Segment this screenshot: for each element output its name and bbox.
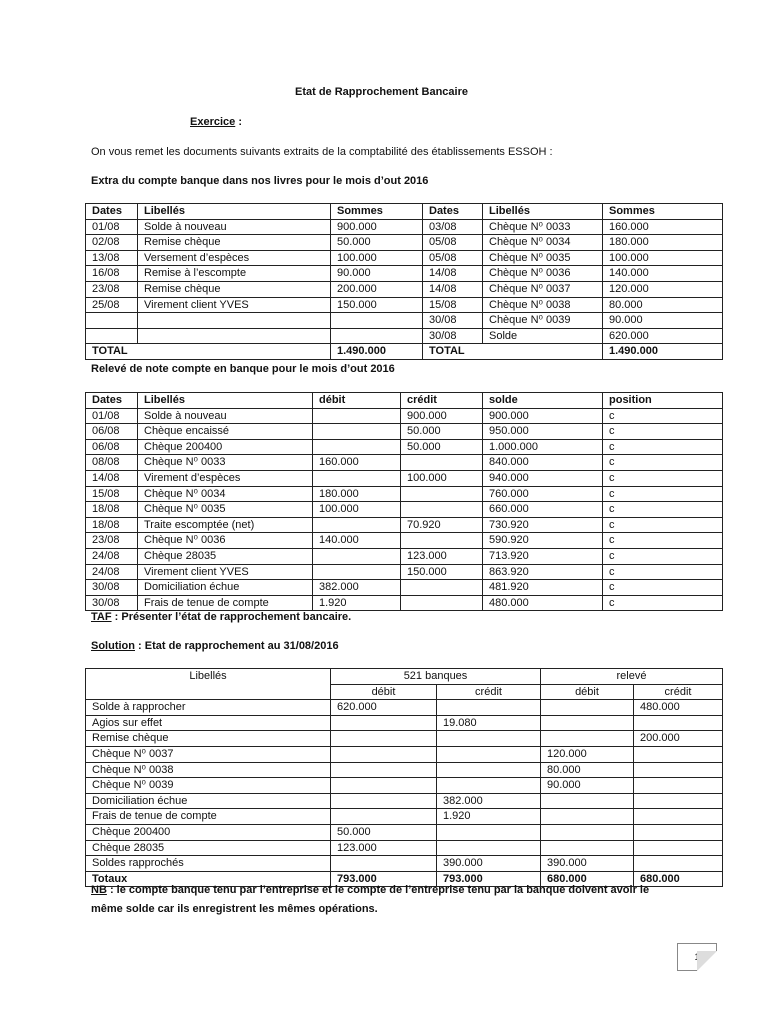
header-cell: Sommes	[603, 204, 723, 220]
table-row	[86, 564, 723, 580]
table-cell: 23/08	[86, 533, 138, 549]
table-cell	[541, 840, 634, 856]
table-row	[86, 266, 723, 282]
nb-text-1: : le compte banque tenu par l’entreprise et le compte de l’entreprise tenu par la banque doivent avoir le	[106, 884, 650, 896]
table-cell	[138, 328, 331, 344]
nb-line-2: même solde car ils enregistrent les mêmes opérations.	[91, 903, 378, 915]
reconciliation-header-row	[86, 669, 723, 685]
totals-cell: 680.000	[634, 871, 723, 887]
table-cell: Chèque N⁰ 0033	[483, 219, 603, 235]
table-cell	[437, 746, 541, 762]
table-cell: 01/08	[86, 219, 138, 235]
table-cell: 1.000.000	[483, 439, 603, 455]
total-label: TOTAL	[86, 344, 331, 360]
table-cell	[541, 700, 634, 716]
subheader-cell: débit	[541, 684, 634, 700]
table-cell	[541, 824, 634, 840]
table-cell	[437, 824, 541, 840]
table-cell	[331, 809, 437, 825]
table-cell: Chèque N⁰ 0035	[138, 502, 313, 518]
header-cell: position	[603, 393, 723, 409]
exercice-colon: :	[235, 116, 242, 128]
table-cell	[541, 793, 634, 809]
header-row	[86, 393, 723, 409]
table-cell: 900.000	[401, 408, 483, 424]
table-cell: Chèque encaissé	[138, 424, 313, 440]
table-row	[86, 580, 723, 596]
table-cell: c	[603, 564, 723, 580]
table-cell	[331, 313, 423, 329]
table-cell: 18/08	[86, 517, 138, 533]
table-cell: c	[603, 470, 723, 486]
table-cell	[437, 731, 541, 747]
table-cell	[313, 439, 401, 455]
table-cell: Chèque N⁰ 0037	[483, 281, 603, 297]
table-cell: 620.000	[331, 700, 437, 716]
reconciliation-table	[85, 668, 723, 887]
header-cell: Libellés	[138, 393, 313, 409]
table-cell	[437, 700, 541, 716]
table-cell: c	[603, 517, 723, 533]
table-cell: 200.000	[331, 281, 423, 297]
table-cell: Domiciliation échue	[86, 793, 331, 809]
table-cell: 180.000	[603, 235, 723, 251]
table-cell: 08/08	[86, 455, 138, 471]
table-cell	[401, 455, 483, 471]
table-cell: Virement client YVES	[138, 297, 331, 313]
table-cell: Remise chèque	[86, 731, 331, 747]
table-cell: 590.920	[483, 533, 603, 549]
table-cell	[634, 778, 723, 794]
table-cell: 160.000	[313, 455, 401, 471]
table-cell: 18/08	[86, 502, 138, 518]
page-curl-icon	[697, 951, 717, 971]
table-cell: Frais de tenue de compte	[86, 809, 331, 825]
table-cell: 713.920	[483, 548, 603, 564]
table-cell: 70.920	[401, 517, 483, 533]
table-cell: 390.000	[437, 856, 541, 872]
table-cell: 50.000	[331, 824, 437, 840]
table-cell: 03/08	[423, 219, 483, 235]
table-row	[86, 809, 723, 825]
table-cell: Solde	[483, 328, 603, 344]
table-cell	[331, 328, 423, 344]
table-cell: 100.000	[313, 502, 401, 518]
table-cell	[138, 313, 331, 329]
table-cell: 140.000	[313, 533, 401, 549]
header-cell: Sommes	[331, 204, 423, 220]
table-cell: 90.000	[603, 313, 723, 329]
table-cell: 50.000	[331, 235, 423, 251]
header-cell: Libellés	[483, 204, 603, 220]
table-cell: 120.000	[603, 281, 723, 297]
table-cell: 1.920	[313, 595, 401, 611]
header-cell: Dates	[86, 393, 138, 409]
table-cell: Chèque N⁰ 0034	[483, 235, 603, 251]
table-cell: 100.000	[401, 470, 483, 486]
table-cell: Remise chèque	[138, 235, 331, 251]
table-cell: Solde à nouveau	[138, 408, 313, 424]
table-row	[86, 517, 723, 533]
table-row	[86, 778, 723, 794]
table-cell: Chèque N⁰ 0033	[138, 455, 313, 471]
table-row	[86, 328, 723, 344]
table-cell	[634, 856, 723, 872]
table-row	[86, 762, 723, 778]
table-cell: 80.000	[603, 297, 723, 313]
table-cell	[313, 424, 401, 440]
table-cell: 100.000	[603, 250, 723, 266]
taf-line	[91, 611, 351, 623]
table-cell: 01/08	[86, 408, 138, 424]
table-row	[86, 731, 723, 747]
table-cell: 15/08	[86, 486, 138, 502]
table-cell: 160.000	[603, 219, 723, 235]
table-row	[86, 250, 723, 266]
table-cell: c	[603, 548, 723, 564]
table-row	[86, 470, 723, 486]
table-cell	[401, 580, 483, 596]
table-cell: Solde à nouveau	[138, 219, 331, 235]
table-cell: 30/08	[86, 580, 138, 596]
subheader-cell: crédit	[634, 684, 723, 700]
table-cell	[313, 408, 401, 424]
table-cell: 180.000	[313, 486, 401, 502]
table-cell	[86, 328, 138, 344]
table-cell: Remise chèque	[138, 281, 331, 297]
total-value: 1.490.000	[603, 344, 723, 360]
exercice-label: Exercice	[190, 116, 236, 128]
table-cell: 100.000	[331, 250, 423, 266]
table-cell: 90.000	[331, 266, 423, 282]
totals-cell: 680.000	[541, 871, 634, 887]
table-row	[86, 219, 723, 235]
table-cell: 14/08	[423, 281, 483, 297]
header-cell: Dates	[423, 204, 483, 220]
table-cell: 150.000	[401, 564, 483, 580]
table-cell: 120.000	[541, 746, 634, 762]
nb-label: NB	[91, 884, 107, 896]
table-row	[86, 486, 723, 502]
table-cell: 390.000	[541, 856, 634, 872]
header-libelles: Libellés	[86, 669, 331, 700]
table-row	[86, 281, 723, 297]
table-cell: 950.000	[483, 424, 603, 440]
table-cell: 05/08	[423, 235, 483, 251]
table-cell	[331, 762, 437, 778]
header-cell: Libellés	[138, 204, 331, 220]
table-cell: c	[603, 595, 723, 611]
table-cell: 940.000	[483, 470, 603, 486]
table-row	[86, 700, 723, 716]
table-row	[86, 533, 723, 549]
table-cell	[331, 731, 437, 747]
table-cell: 481.920	[483, 580, 603, 596]
table-cell: 24/08	[86, 548, 138, 564]
table-cell: Agios sur effet	[86, 715, 331, 731]
table-cell: c	[603, 455, 723, 471]
table-cell: 840.000	[483, 455, 603, 471]
table-cell: Domiciliation échue	[138, 580, 313, 596]
table-cell	[541, 731, 634, 747]
table-cell: c	[603, 580, 723, 596]
header-releve: relevé	[541, 669, 723, 685]
solution-label: Solution	[91, 640, 135, 652]
table-cell	[401, 486, 483, 502]
table-cell: 06/08	[86, 424, 138, 440]
bank-statement-table	[85, 392, 723, 611]
table-cell: 480.000	[483, 595, 603, 611]
table-cell	[331, 793, 437, 809]
table-row	[86, 297, 723, 313]
table-cell: 50.000	[401, 439, 483, 455]
table-cell	[401, 502, 483, 518]
table-cell	[634, 793, 723, 809]
table-cell: Chèque N⁰ 0035	[483, 250, 603, 266]
table-cell: Chèque N⁰ 0036	[138, 533, 313, 549]
table-cell: 90.000	[541, 778, 634, 794]
table-cell: Soldes rapprochés	[86, 856, 331, 872]
page-number: 1	[694, 952, 700, 962]
table-cell	[541, 809, 634, 825]
table-cell: 150.000	[331, 297, 423, 313]
header-cell: solde	[483, 393, 603, 409]
table-cell: Chèque N⁰ 0038	[86, 762, 331, 778]
table-cell: 30/08	[86, 595, 138, 611]
table-cell	[313, 564, 401, 580]
table-cell: 80.000	[541, 762, 634, 778]
table-cell: 140.000	[603, 266, 723, 282]
total-row	[86, 344, 723, 360]
table-cell: Chèque 200400	[86, 824, 331, 840]
section1-title: Extra du compte banque dans nos livres pour le mois d’out 2016	[91, 175, 429, 187]
page-number-box	[677, 943, 717, 971]
table-cell: Virement client YVES	[138, 564, 313, 580]
table-cell	[86, 313, 138, 329]
table-cell: 900.000	[483, 408, 603, 424]
table-row	[86, 313, 723, 329]
total-label: TOTAL	[423, 344, 603, 360]
intro-text: On vous remet les documents suivants extraits de la comptabilité des établissements ESSOH :	[91, 146, 553, 158]
table-row	[86, 793, 723, 809]
section2-title: Relevé de note compte en banque pour le mois d’out 2016	[91, 363, 395, 375]
table-cell: Traite escomptée (net)	[138, 517, 313, 533]
table-cell	[331, 746, 437, 762]
table-row	[86, 455, 723, 471]
table-cell	[331, 778, 437, 794]
page-title: Etat de Rapprochement Bancaire	[295, 86, 468, 98]
table-row	[86, 840, 723, 856]
nb-line-1	[91, 884, 649, 896]
header-cell: Dates	[86, 204, 138, 220]
table-row	[86, 746, 723, 762]
totals-cell: 793.000	[331, 871, 437, 887]
table-cell	[437, 762, 541, 778]
table-cell: 14/08	[86, 470, 138, 486]
taf-label: TAF	[91, 611, 112, 623]
table-cell: Virement d’espèces	[138, 470, 313, 486]
table-cell: Chèque N⁰ 0034	[138, 486, 313, 502]
table-cell: 05/08	[423, 250, 483, 266]
table-cell: Versement d’espèces	[138, 250, 331, 266]
table-cell: Frais de tenue de compte	[138, 595, 313, 611]
table-cell: 50.000	[401, 424, 483, 440]
table-cell: 30/08	[423, 313, 483, 329]
table-cell: c	[603, 408, 723, 424]
table-row	[86, 548, 723, 564]
totals-cell: Totaux	[86, 871, 331, 887]
table-cell	[437, 840, 541, 856]
table-cell	[401, 595, 483, 611]
table-cell: Chèque N⁰ 0037	[86, 746, 331, 762]
table-cell: 480.000	[634, 700, 723, 716]
table-cell: 25/08	[86, 297, 138, 313]
header-cell: débit	[313, 393, 401, 409]
table-row	[86, 439, 723, 455]
table-cell	[634, 840, 723, 856]
table-cell	[331, 856, 437, 872]
header-banques: 521 banques	[331, 669, 541, 685]
table-cell	[401, 533, 483, 549]
taf-text: : Présenter l’état de rapprochement bancaire.	[111, 611, 352, 623]
table-cell	[634, 809, 723, 825]
solution-line	[91, 640, 339, 652]
table-cell: 123.000	[401, 548, 483, 564]
table-cell: 15/08	[423, 297, 483, 313]
table-cell: 24/08	[86, 564, 138, 580]
table-cell: 863.920	[483, 564, 603, 580]
table-cell: Chèque N⁰ 0038	[483, 297, 603, 313]
table-cell: c	[603, 424, 723, 440]
table-cell: 900.000	[331, 219, 423, 235]
table-row	[86, 408, 723, 424]
exercice-heading	[190, 116, 242, 128]
subheader-cell: crédit	[437, 684, 541, 700]
table-cell	[634, 715, 723, 731]
solution-text: : Etat de rapprochement au 31/08/2016	[135, 640, 339, 652]
header-cell: crédit	[401, 393, 483, 409]
table-cell: 382.000	[437, 793, 541, 809]
table-row	[86, 235, 723, 251]
table-cell: 730.920	[483, 517, 603, 533]
table-cell: Chèque 28035	[86, 840, 331, 856]
table-cell: c	[603, 533, 723, 549]
totals-cell: 793.000	[437, 871, 541, 887]
table-cell: Chèque N⁰ 0036	[483, 266, 603, 282]
subheader-cell: débit	[331, 684, 437, 700]
table-cell: c	[603, 502, 723, 518]
table-cell: 02/08	[86, 235, 138, 251]
table-cell: 382.000	[313, 580, 401, 596]
table-cell: 200.000	[634, 731, 723, 747]
table-cell: Solde à rapprocher	[86, 700, 331, 716]
table-cell	[313, 548, 401, 564]
table-cell: 14/08	[423, 266, 483, 282]
table-cell: 06/08	[86, 439, 138, 455]
table-cell: Remise à l’escompte	[138, 266, 331, 282]
table-cell: 19.080	[437, 715, 541, 731]
table-cell	[313, 470, 401, 486]
table-cell: 760.000	[483, 486, 603, 502]
total-value: 1.490.000	[331, 344, 423, 360]
table-cell: c	[603, 439, 723, 455]
table-cell: 30/08	[423, 328, 483, 344]
table-cell: 123.000	[331, 840, 437, 856]
table-cell: 1.920	[437, 809, 541, 825]
table-cell	[331, 715, 437, 731]
table-row	[86, 824, 723, 840]
table-cell	[313, 517, 401, 533]
table-cell: Chèque 200400	[138, 439, 313, 455]
table-cell: c	[603, 486, 723, 502]
header-row	[86, 204, 723, 220]
table-row	[86, 424, 723, 440]
table-row	[86, 595, 723, 611]
books-extract-table	[85, 203, 723, 360]
table-cell: Chèque 28035	[138, 548, 313, 564]
table-cell: 16/08	[86, 266, 138, 282]
table-row	[86, 502, 723, 518]
table-cell	[634, 824, 723, 840]
table-cell: 620.000	[603, 328, 723, 344]
table-cell: Chèque N⁰ 0039	[483, 313, 603, 329]
table-cell	[634, 746, 723, 762]
table-row	[86, 715, 723, 731]
table-cell: 660.000	[483, 502, 603, 518]
table-cell	[541, 715, 634, 731]
table-row	[86, 856, 723, 872]
table-cell: 23/08	[86, 281, 138, 297]
table-cell: Chèque N⁰ 0039	[86, 778, 331, 794]
table-cell: 13/08	[86, 250, 138, 266]
table-cell	[634, 762, 723, 778]
table-cell	[437, 778, 541, 794]
